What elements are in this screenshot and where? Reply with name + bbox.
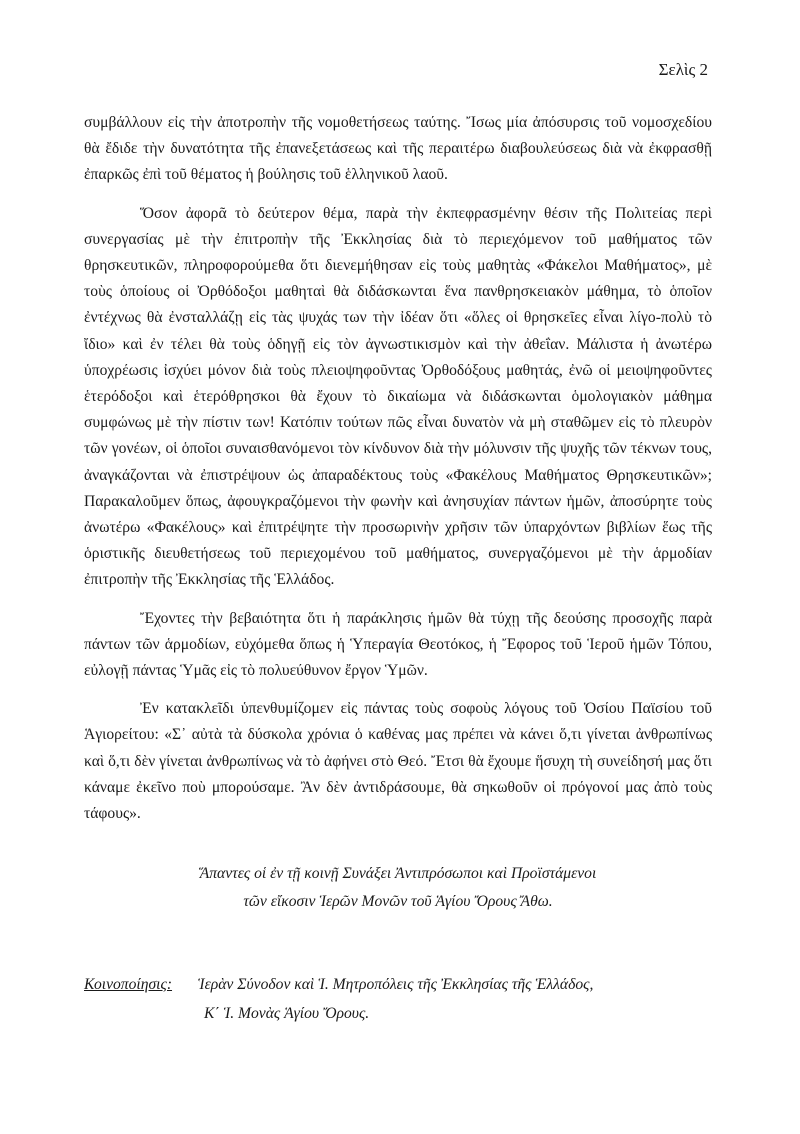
notification-row-1: [84, 970, 724, 999]
signature-line-2: τῶν εἴκοσιν Ἱερῶν Μονῶν τοῦ Ἁγίου Ὄρους Ἄθω.: [243, 893, 553, 910]
signature-block: [84, 860, 712, 916]
notification-recipients-1: Ἱερὰν Σύνοδον καὶ Ἱ. Μητροπόλεις τῆς Ἐκκλησίας τῆς Ἑλλάδος,: [197, 976, 594, 993]
signature-line-1: Ἅπαντες οἱ ἐν τῇ κοινῇ Συνάξει Ἀντιπρόσωποι καὶ Προϊστάμενοι: [199, 865, 597, 882]
letter-body: [84, 110, 712, 839]
notification-label: Κοινοποίησις:: [84, 976, 173, 993]
page-number: Σελὶς 2: [658, 60, 708, 79]
notification-recipients-2: Κ΄ Ἱ. Μονὰς Ἁγίου Ὄρους.: [204, 1005, 370, 1022]
notification-block: [84, 970, 724, 1028]
paragraph-continuation: συμβάλλουν εἰς τὴν ἀποτροπὴν τῆς νομοθετήσεως ταύτης. Ἴσως μία ἀπόσυρσις τοῦ νομοσχεδίου θὰ ἔδιδε τὴν δυνατότητα τῆς ἐπανεξετάσεως καὶ τῆς περαιτέρω διαβουλεύσεως διὰ νὰ ἐκφρασθῇ ἐπαρκῶς ἐπὶ τοῦ θέματος ἡ βούλησις τοῦ ἑλληνικοῦ λαοῦ.: [84, 114, 712, 184]
paragraph-blessing: Ἔχοντες τὴν βεβαιότητα ὅτι ἡ παράκλησις ἡμῶν θὰ τύχῃ τῆς δεούσης προσοχῆς παρὰ πάντων τῶν ἁρμοδίων, εὐχόμεθα ὅπως ἡ Ὑπεραγία Θεοτόκος, ἡ Ἔφορος τοῦ Ἱεροῦ ἡμῶν Τόπου, εὐλογῇ πάντας Ὑμᾶς εἰς τὸ πολυεύθυνον ἔργον Ὑμῶν.: [84, 609, 712, 680]
notification-row-2: [84, 999, 724, 1028]
paragraph-conclusion-quote: Ἐν κατακλεῖδι ὑπενθυμίζομεν εἰς πάντας τοὺς σοφοὺς λόγους τοῦ Ὁσίου Παϊσίου τοῦ Ἁγιορείτου: «Σ᾽ αὐτὰ τὰ δύσκολα χρόνια ὁ καθένας μας πρέπει νὰ κάνει ὅ,τι γίνεται ἀνθρωπίνως καὶ ὅ,τι δὲν γίνεται ἀνθρωπίνως νὰ τὸ ἀφήνει στὸ Θεό. Ἔτσι θὰ ἔχουμε ἥσυχη τὴ συνείδησή μας ὅτι κάναμε ἐκεῖνο ποὺ μπορούσαμε. Ἂν δὲν ἀντιδράσουμε, θὰ σηκωθοῦν οἱ πρόγονοί μας ἀπὸ τοὺς τάφους».: [84, 700, 712, 823]
paragraph-religious-education: Ὅσον ἀφορᾶ τὸ δεύτερον θέμα, παρὰ τὴν ἐκπεφρασμένην θέσιν τῆς Πολιτείας περὶ συνεργασίας μὲ τὴν ἐπιτροπὴν τῆς Ἐκκλησίας διὰ τὸ περιεχόμενον τοῦ μαθήματος τῶν θρησκευτικῶν, πληροφορούμεθα ὅτι διενεμήθησαν εἰς τοὺς μαθητὰς «Φάκελοι Μαθήματος», μὲ τοὺς ὁποίους οἱ Ὀρθόδοξοι μαθηταὶ θὰ διδάσκωνται ἕνα πανθρησκειακὸν μάθημα, τὸ ὁποῖον ἐντέχνως θὰ ἐνσταλλάζῃ εἰς τὰς ψυχάς των τὴν ἰδέαν ὅτι «ὅλες οἱ θρησκεῖες εἶναι λίγο-πολὺ τὸ ἴδιο» καὶ ἐν τέλει θὰ τοὺς ὁδηγῇ εἰς τὸν ἀγνωστικισμὸν καὶ τὴν ἀθεΐαν. Μάλιστα ἡ ἀνωτέρω ὑποχρέωσις ἰσχύει μόνον διὰ τοὺς πλειοψηφοῦντας Ὀρθοδόξους μαθητάς, ἐνῶ οἱ μειοψηφοῦντες ἑτερόδοξοι καὶ ἑτερόθρησκοι θὰ ἔχουν τὸ δικαίωμα νὰ διδάσκωνται ὁμολογιακὸν μάθημα συμφώνως μὲ τὴν πίστιν των! Κατόπιν τούτων πῶς εἶναι δυνατὸν νὰ μὴ σταθῶμεν εἰς τὸ πλευρὸν τῶν γονέων, οἱ ὁποῖοι συναισθανόμενοι τὸν κίνδυνον διὰ τὴν μόλυνσιν τῆς ψυχῆς τῶν τέκνων τους, ἀναγκάζονται νὰ ἐπιστρέψουν ὡς ἀπαραδέκτους τοὺς «Φακέλους Μαθήματος Θρησκευτικῶν»; Παρακαλοῦμεν ὅπως, ἀφουγκραζόμενοι τὴν φωνὴν καὶ ἀνησυχίαν πάντων ἡμῶν, ἀποσύρητε τοὺς ἀνωτέρω «Φακέλους» καὶ ἐπιτρέψητε τὴν προσωρινὴν χρῆσιν τῶν ὑπαρχόντων βιβλίων ἕως τῆς ὁριστικῆς διευθετήσεως τοῦ περιεχομένου τοῦ μαθήματος, συνεργαζόμενοι μὲ τὴν ἁρμοδίαν ἐπιτροπὴν τῆς Ἐκκλησίας τῆς Ἑλλάδος.: [84, 204, 712, 589]
